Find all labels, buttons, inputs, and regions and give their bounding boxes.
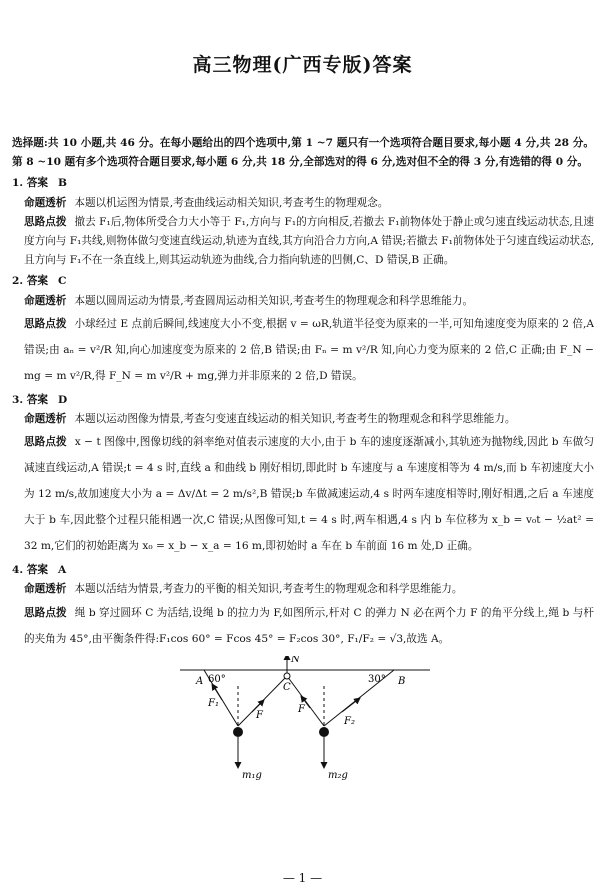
page-number: — 1 — [282,871,323,885]
label-angle-30: 30° [368,673,386,685]
label-b: B [398,675,406,687]
question-number: 2. 答案 [12,275,48,288]
label-f-right: F [298,703,305,715]
label-m1g: m₁g [242,769,262,781]
analysis-label: 命题透析 [24,413,67,426]
hint-text: 小球经过 E 点前后瞬间,线速度大小不变,根据 v = ωR,轨道半径变为原来的一半,可知角速度变为原来的 2 倍,A 错误;由 aₙ = v²/R 知,向心加速度变为原来的 2 倍,B 错误;由 Fₙ = m v²/R 知,向心力变为原来的 2 倍,C 正确;由 F_N − mg = m v²/R,得 F_N = m v²/R + mg,弹力并非原来的 2 倍,D 错误。 [24,317,594,382]
answer-letter: C [57,275,67,288]
label-f-left: F [256,709,263,721]
section-intro: 选择题:共 10 小题,共 46 分。在每小题给出的四个选项中,第 1 ~7 题只有一个选项符合题目要求,每小题 4 分,共 28 分。第 8 ~10 题有多个选项符合题目要求,每小题 6 分,共 18 分,全部选对的得 6 分,选对但不全的得 3 分,有选错的得 0 分。 [12,137,594,169]
label-f1: F₁ [208,697,219,709]
rope-b-c-segment [287,676,324,726]
hint-text: 撤去 F₁后,物体所受合力大小等于 F₁,方向与 F₁的方向相反,若撤去 F₁前物体处于静止或匀速直线运动状态,且速度方向与 F₁共线,则物体做匀变速直线运动,轨迹为直线,其方向沿合力方向,A 错误;若撤去 F₁前物体处于匀速直线运动状态,且方向与 F₁不在一条直线上,则其运动轨迹为曲线,合力指向轨迹的凹侧,C、D 错误,B 正确。 [24,215,595,267]
label-f2: F₂ [344,715,355,727]
label-a: A [196,675,204,687]
question-4 [12,561,594,651]
answer-letter: A [57,564,67,577]
answer-letter: D [57,393,68,406]
question-number: 4. 答案 [12,564,48,577]
analysis-text: 本题以活结为情景,考查力的平衡的相关知识,考查考生的物理观念和科学思维能力。 [74,583,463,596]
force-diagram [12,656,594,786]
question-3 [12,391,594,559]
hint-label: 思路点拨 [24,215,67,228]
analysis-text: 本题以机运图为情景,考查曲线运动相关知识,考查考生的物理观念。 [74,196,389,209]
label-m2g: m₂g [328,769,348,781]
analysis-label: 命题透析 [24,196,67,209]
hint-label: 思路点拨 [24,436,67,449]
question-number: 3. 答案 [12,393,48,406]
analysis-label: 命题透析 [24,294,67,307]
question-1 [12,174,594,270]
answer-letter: B [57,177,67,190]
hint-text: x − t 图像中,图像切线的斜率绝对值表示速度的大小,由于 b 车的速度逐渐减小,其轨迹为抛物线,因此 b 车做匀减速直线运动,A 错误;t = 4 s 时,直线 a 和曲线 b 刚好相切,即此时 b 车速度与 a 车速度相等为 4 m/s,而 b 车初速度大小为 12 m/s,故加速度大小为 a = Δv/Δt = 2 m/s²,B 错误;b 车做减速运动,4 s 时两车速度相等时,刚好相遇,之后 a 车速度大于 b 车,因此整个过程只能相遇一次,C 错误;从图像可知,t = 4 s 时,两车相遇,4 s 内 b 车位移为 x_b = v₀t − ½at² = 32 m,它们的初始距离为 x₀ = x_b − x_a = 16 m,即初始时 a 车在 b 车前面 16 m 处,D 正确。 [24,436,594,553]
answer-sheet [12,134,594,786]
question-2 [12,272,594,388]
hint-label: 思路点拨 [24,317,67,330]
question-number: 1. 答案 [12,177,48,190]
force-diagram-svg [12,656,594,786]
mass-1-ball [233,727,243,737]
label-angle-60: 60° [208,673,226,685]
label-c: C [283,681,291,693]
force-f2-arrow [342,698,360,712]
ring-c [284,673,290,679]
document-title: 高三物理(广西专版)答案 [192,54,413,76]
hint-label: 思路点拨 [24,606,67,619]
label-n: N [291,655,300,665]
analysis-label: 命题透析 [24,583,67,596]
hint-text: 绳 b 穿过圆环 C 为活结,设绳 b 的拉力为 F,如图所示,杆对 C 的弹力 N 必在两个力 F 的角平分线上,绳 b 与杆的夹角为 45°,由平衡条件得:F₁cos 60° = Fcos 45° = F₂cos 30°, F₁/F₂ = √3,故选 A。 [24,606,594,645]
mass-2-ball [319,727,329,737]
analysis-text: 本题以运动图像为情景,考查匀变速直线运动的相关知识,考查考生的物理观念和科学思维能力。 [74,413,516,426]
analysis-text: 本题以圆周运动为情景,考查圆周运动相关知识,考查考生的物理观念和科学思维能力。 [74,294,474,307]
